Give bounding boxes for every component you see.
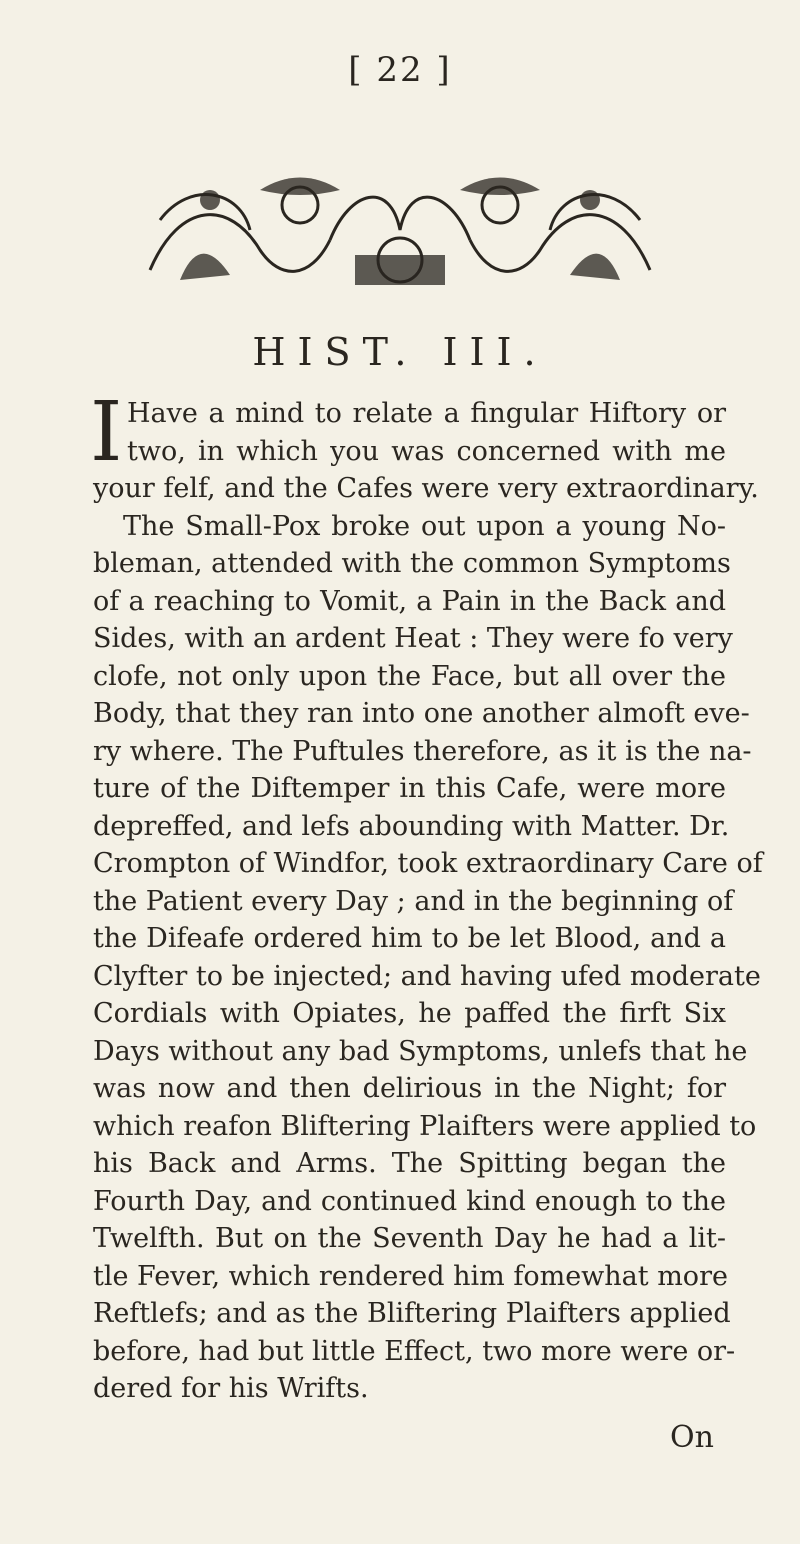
text-line: ture of the Diftemper in this Cafe, were more: [93, 773, 726, 804]
text-line: Fourth Day, and continued kind enough to the: [93, 1185, 726, 1217]
text-line: his Back and Arms. The Spitting began the: [93, 1148, 726, 1179]
drop-cap: I: [90, 385, 123, 480]
section-heading: HIST. III.: [252, 330, 548, 374]
text-line: ry where. The Puftules therefore, as it is the na-: [93, 735, 752, 767]
text-line: before, had but little Effect, two more were or-: [93, 1335, 736, 1367]
text-line: Cordials with Opiates, he paffed the firft Six: [93, 998, 726, 1029]
body-text: [93, 395, 763, 1408]
page-number: [ 22 ]: [348, 50, 452, 90]
text-line: The Small-Pox broke out upon a young No-: [123, 510, 726, 542]
floral-headpiece-ornament-icon: [140, 160, 660, 300]
text-line: your felf, and the Cafes were very extraordinary.: [93, 473, 759, 504]
text-line: depreffed, and lefs abounding with Matter. Dr.: [93, 810, 730, 842]
text-line: which reafon Bliftering Plaifters were applied to: [93, 1110, 757, 1142]
text-line: tle Fever, which rendered him fomewhat more: [93, 1260, 728, 1292]
text-line: bleman, attended with the common Symptoms: [93, 548, 731, 579]
text-line: Clyfter to be injected; and having ufed moderate: [93, 960, 761, 992]
text-line: Sides, with an ardent Heat : They were fo very: [93, 623, 733, 654]
text-line: was now and then delirious in the Night; for: [93, 1073, 726, 1104]
text-line: Days without any bad Symptoms, unlefs that he: [93, 1035, 748, 1067]
text-line: the Difeafe ordered him to be let Blood, and a: [93, 923, 726, 954]
text-line: Crompton of Windfor, took extraordinary Care of: [93, 848, 763, 879]
text-line: Reftlefs; and as the Bliftering Plaifters applied: [93, 1298, 731, 1329]
text-line: Have a mind to relate a fingular Hiftory or: [127, 398, 726, 429]
text-line: the Patient every Day ; and in the beginning of: [93, 885, 734, 917]
text-line: clofe, not only upon the Face, but all over the: [93, 660, 726, 692]
text-line: dered for his Wrifts.: [93, 1373, 369, 1404]
text-line: Twelfth. But on the Seventh Day he had a lit-: [93, 1223, 726, 1254]
text-line: of a reaching to Vomit, a Pain in the Back and: [93, 585, 726, 617]
text-line: Body, that they ran into one another almoft eve-: [93, 698, 750, 729]
catchword: On: [670, 1420, 714, 1455]
text-line: two, in which you was concerned with me: [127, 435, 726, 467]
